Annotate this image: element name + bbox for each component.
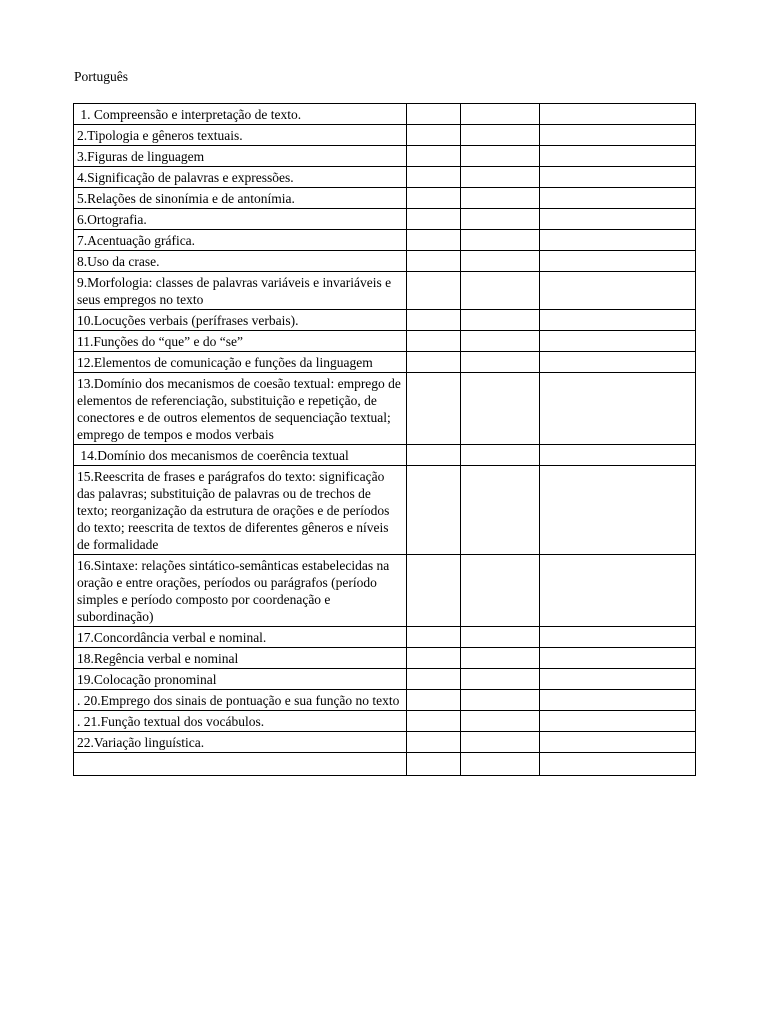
topic-cell: 5.Relações de sinonímia e de antonímia.	[74, 188, 407, 209]
topic-cell: 18.Regência verbal e nominal	[74, 648, 407, 669]
empty-cell	[407, 753, 461, 776]
table-row	[74, 209, 696, 230]
table-row	[74, 466, 696, 555]
topic-cell: 11.Funções do “que” e do “se”	[74, 331, 407, 352]
topic-cell: 6.Ortografia.	[74, 209, 407, 230]
check-cell	[407, 445, 461, 466]
table-row	[74, 648, 696, 669]
check-cell	[461, 188, 540, 209]
table-row	[74, 352, 696, 373]
topic-cell: 9.Morfologia: classes de palavras variáveis e invariáveis e seus empregos no texto	[74, 272, 407, 310]
check-cell	[540, 125, 696, 146]
check-cell	[407, 466, 461, 555]
check-cell	[461, 331, 540, 352]
check-cell	[461, 373, 540, 445]
check-cell	[407, 352, 461, 373]
check-cell	[407, 310, 461, 331]
topic-cell: 8.Uso da crase.	[74, 251, 407, 272]
table-row	[74, 373, 696, 445]
table-row	[74, 230, 696, 251]
check-cell	[461, 209, 540, 230]
topic-cell: 10.Locuções verbais (perífrases verbais).	[74, 310, 407, 331]
topic-cell: 14.Domínio dos mecanismos de coerência textual	[74, 445, 407, 466]
empty-row	[74, 753, 696, 776]
topic-cell: 12.Elementos de comunicação e funções da linguagem	[74, 352, 407, 373]
check-cell	[540, 711, 696, 732]
check-cell	[461, 690, 540, 711]
empty-cell	[540, 753, 696, 776]
check-cell	[540, 690, 696, 711]
check-cell	[407, 167, 461, 188]
check-cell	[461, 627, 540, 648]
check-cell	[407, 146, 461, 167]
check-cell	[461, 352, 540, 373]
check-cell	[540, 648, 696, 669]
check-cell	[461, 167, 540, 188]
check-cell	[540, 331, 696, 352]
empty-cell	[74, 753, 407, 776]
check-cell	[540, 445, 696, 466]
topic-cell: 19.Colocação pronominal	[74, 669, 407, 690]
check-cell	[407, 272, 461, 310]
topic-cell: . 21.Função textual dos vocábulos.	[74, 711, 407, 732]
check-cell	[461, 711, 540, 732]
check-cell	[540, 466, 696, 555]
check-cell	[461, 669, 540, 690]
check-cell	[461, 310, 540, 331]
table-row	[74, 272, 696, 310]
table-row	[74, 188, 696, 209]
check-cell	[407, 125, 461, 146]
topic-cell: 2.Tipologia e gêneros textuais.	[74, 125, 407, 146]
check-cell	[407, 627, 461, 648]
table-row	[74, 310, 696, 331]
check-cell	[407, 555, 461, 627]
topic-cell: 13.Domínio dos mecanismos de coesão textual: emprego de elementos de referenciação, substituição e repetição, de conectores e de outros elementos de sequenciação textual; emprego de tempos e modos verbais	[74, 373, 407, 445]
topic-cell: . 20.Emprego dos sinais de pontuação e sua função no texto	[74, 690, 407, 711]
topic-cell: 16.Sintaxe: relações sintático-semânticas estabelecidas na oração e entre orações, períodos ou parágrafos (período simples e período composto por coordenação e subordinação)	[74, 555, 407, 627]
check-cell	[540, 251, 696, 272]
check-cell	[407, 209, 461, 230]
check-cell	[461, 251, 540, 272]
table-row	[74, 445, 696, 466]
check-cell	[461, 146, 540, 167]
check-cell	[461, 272, 540, 310]
check-cell	[540, 104, 696, 125]
check-cell	[407, 648, 461, 669]
table-row	[74, 669, 696, 690]
check-cell	[407, 104, 461, 125]
check-cell	[540, 146, 696, 167]
check-cell	[461, 732, 540, 753]
table-row	[74, 690, 696, 711]
table-row	[74, 251, 696, 272]
topic-cell: 17.Concordância verbal e nominal.	[74, 627, 407, 648]
check-cell	[540, 209, 696, 230]
check-cell	[540, 555, 696, 627]
page-title: Português	[74, 69, 128, 84]
check-cell	[540, 167, 696, 188]
topic-cell: 22.Variação linguística.	[74, 732, 407, 753]
check-cell	[461, 466, 540, 555]
check-cell	[407, 690, 461, 711]
check-cell	[540, 732, 696, 753]
check-cell	[407, 669, 461, 690]
table-row	[74, 732, 696, 753]
check-cell	[461, 445, 540, 466]
table-row	[74, 104, 696, 125]
check-cell	[407, 188, 461, 209]
check-cell	[461, 230, 540, 251]
check-cell	[407, 711, 461, 732]
table-row	[74, 331, 696, 352]
check-cell	[461, 648, 540, 669]
check-cell	[540, 188, 696, 209]
check-cell	[461, 125, 540, 146]
topic-cell: 15.Reescrita de frases e parágrafos do texto: significação das palavras; substituição de palavras ou de trechos de texto; reorganização da estrutura de orações e de períodos do texto; reescrita de textos de diferentes gêneros e níveis de formalidade	[74, 466, 407, 555]
topics-table	[73, 103, 696, 776]
check-cell	[540, 272, 696, 310]
check-cell	[407, 251, 461, 272]
check-cell	[540, 310, 696, 331]
table-row	[74, 627, 696, 648]
topic-cell: 1. Compreensão e interpretação de texto.	[74, 104, 407, 125]
check-cell	[407, 230, 461, 251]
table-row	[74, 711, 696, 732]
check-cell	[540, 230, 696, 251]
table-row	[74, 125, 696, 146]
table-row	[74, 146, 696, 167]
check-cell	[540, 373, 696, 445]
empty-cell	[461, 753, 540, 776]
check-cell	[540, 669, 696, 690]
check-cell	[540, 352, 696, 373]
check-cell	[407, 331, 461, 352]
check-cell	[461, 104, 540, 125]
table-row	[74, 167, 696, 188]
topics-table-body	[74, 104, 696, 776]
check-cell	[407, 373, 461, 445]
topic-cell: 3.Figuras de linguagem	[74, 146, 407, 167]
topic-cell: 7.Acentuação gráfica.	[74, 230, 407, 251]
table-row	[74, 555, 696, 627]
check-cell	[461, 555, 540, 627]
topic-cell: 4.Significação de palavras e expressões.	[74, 167, 407, 188]
check-cell	[407, 732, 461, 753]
check-cell	[540, 627, 696, 648]
